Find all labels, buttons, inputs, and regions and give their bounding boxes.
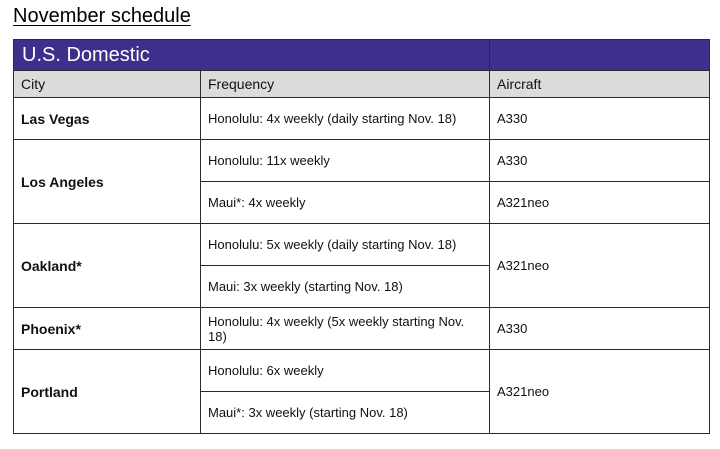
city-cell: Portland: [14, 350, 201, 434]
aircraft-cell: A321neo: [490, 182, 710, 224]
table-row: [14, 308, 710, 350]
frequency-cell: Maui*: 4x weekly: [201, 182, 490, 224]
city-cell: Las Vegas: [14, 98, 201, 140]
aircraft-cell: A330: [490, 140, 710, 182]
frequency-cell: Honolulu: 6x weekly: [201, 350, 490, 392]
city-cell: Phoenix*: [14, 308, 201, 350]
aircraft-cell: A321neo: [490, 224, 710, 308]
schedule-table: [13, 39, 710, 434]
column-header-city: City: [14, 71, 201, 98]
table-row: [14, 98, 710, 140]
table-row: [14, 140, 710, 182]
aircraft-cell: A330: [490, 98, 710, 140]
column-header-row: [14, 71, 710, 98]
frequency-cell: Maui*: 3x weekly (starting Nov. 18): [201, 392, 490, 434]
table-row: [14, 350, 710, 392]
frequency-cell: Honolulu: 5x weekly (daily starting Nov. 18): [201, 224, 490, 266]
city-cell: Oakland*: [14, 224, 201, 308]
section-title: U.S. Domestic: [14, 40, 490, 71]
aircraft-cell: A321neo: [490, 350, 710, 434]
column-header-aircraft: Aircraft: [490, 71, 710, 98]
frequency-cell: Honolulu: 4x weekly (5x weekly starting Nov. 18): [201, 308, 490, 350]
aircraft-cell: A330: [490, 308, 710, 350]
section-header-spacer: [490, 40, 710, 71]
frequency-cell: Honolulu: 11x weekly: [201, 140, 490, 182]
table-row: [14, 224, 710, 266]
frequency-cell: Honolulu: 4x weekly (daily starting Nov. 18): [201, 98, 490, 140]
page-title: November schedule: [13, 5, 191, 27]
city-cell: Los Angeles: [14, 140, 201, 224]
section-header-row: [14, 40, 710, 71]
column-header-frequency: Frequency: [201, 71, 490, 98]
frequency-cell: Maui: 3x weekly (starting Nov. 18): [201, 266, 490, 308]
